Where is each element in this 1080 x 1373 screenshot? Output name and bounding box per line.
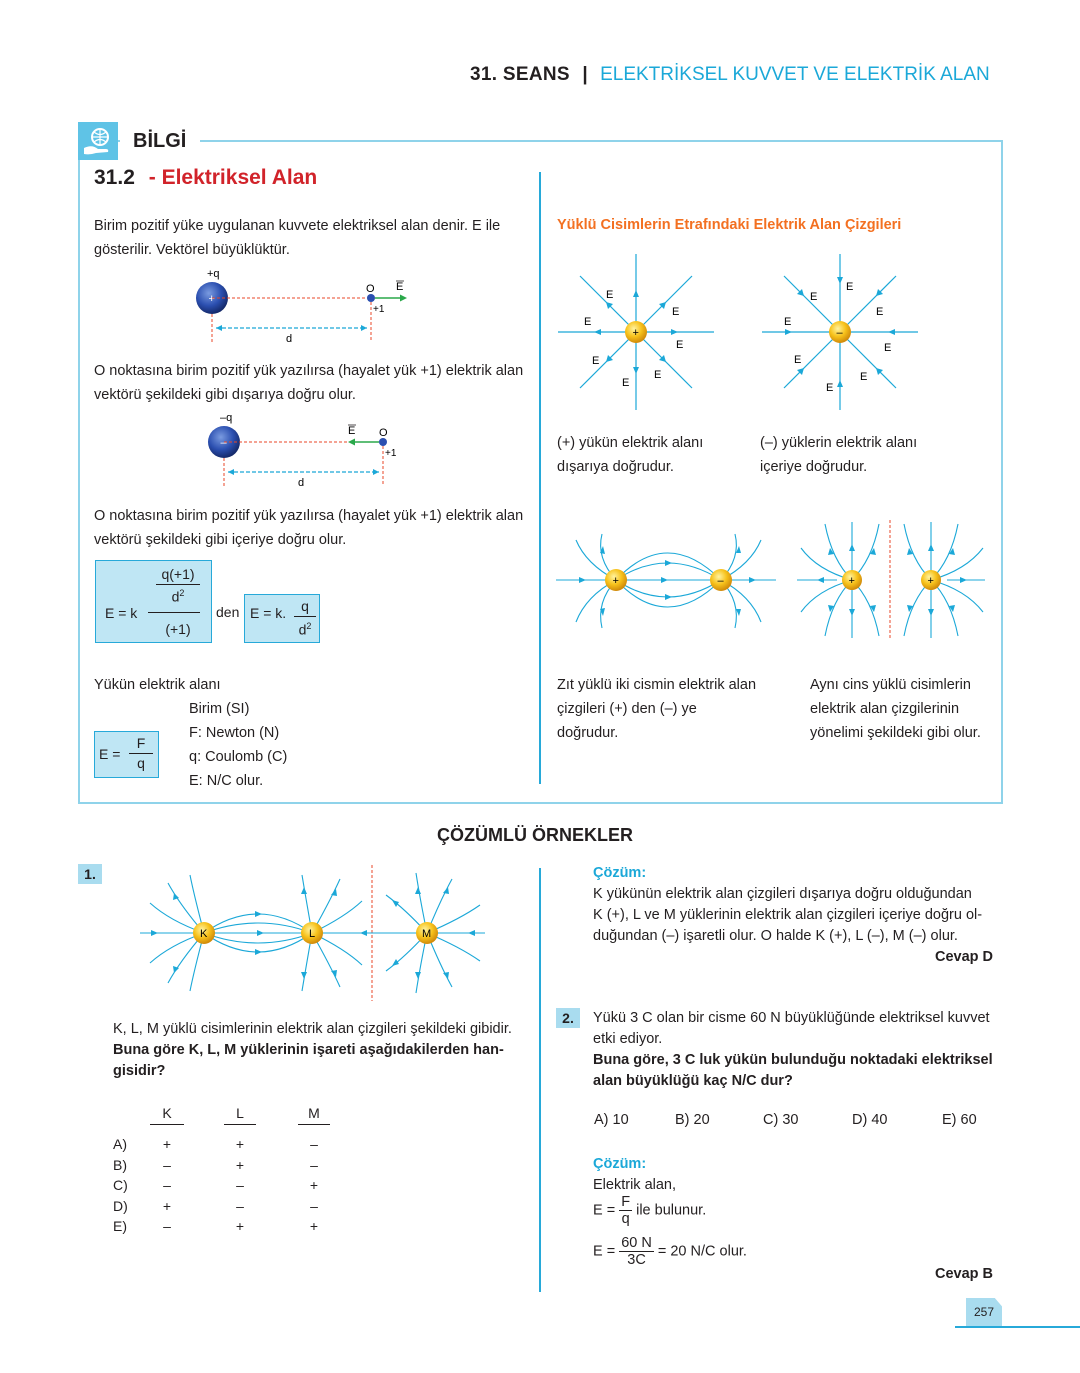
negative-caption-line-2: içeriye doğrudur. [760, 459, 868, 475]
question-2-prompt-line-2: alan büyüklüğü kaç N/C dur? [593, 1073, 793, 1089]
formula-denominator: (+1) [165, 621, 191, 637]
field-label: E [826, 382, 834, 394]
intro-line-1: Birim pozitif yüke uygulanan kuvvete elektriksel alan denir. E ile [94, 218, 501, 234]
option-column-k: K [150, 1103, 184, 1124]
outward-line-2: vektörü şekildeki gibi dışarıya doğru olur. [94, 387, 356, 403]
section-heading [94, 166, 317, 190]
outward-line-1: O noktasına birim pozitif yük yazılırsa (hayalet yük +1) elektrik alan [94, 363, 524, 379]
option-value: + [235, 1156, 245, 1173]
negative-caption [760, 431, 917, 479]
question-2-text [593, 1008, 995, 1092]
opposite-caption-line: Zıt yüklü iki cismin elektrik alan [557, 677, 757, 693]
charge-sign: – [717, 575, 724, 587]
option-label: D) [113, 1197, 128, 1214]
option-value: – [163, 1218, 171, 1235]
formula-denominator: q [137, 755, 145, 771]
opposite-caption-line: doğrudur. [557, 725, 619, 741]
distance-label: d [286, 333, 293, 345]
formula-lhs: E = [593, 1243, 616, 1260]
field-label: E [654, 369, 662, 381]
field-label: E [884, 342, 892, 354]
formula-fraction [619, 1194, 632, 1227]
ghost-charge-label: +1 [385, 448, 397, 459]
field-label: E [810, 291, 818, 303]
test-point [379, 438, 387, 446]
charge-k-label: K [200, 928, 208, 940]
like-caption [810, 673, 981, 745]
field-label: E [860, 371, 868, 383]
formula-numerator: q [294, 597, 316, 617]
header-separator: | [582, 64, 588, 85]
charge-sign: – [220, 437, 227, 449]
field-label: E [784, 316, 792, 328]
field-label: E [846, 281, 854, 293]
question-number-2: 2. [556, 1008, 580, 1028]
charge-m-label: M [422, 928, 432, 940]
opposite-caption [557, 673, 756, 745]
formula-numerator: F [621, 1194, 631, 1210]
field-label: E [676, 339, 684, 351]
option-value: – [310, 1136, 318, 1153]
charge-label: +q [207, 268, 220, 280]
point-label: O [379, 427, 388, 439]
positive-caption-line-2: dışarıya doğrudur. [557, 459, 674, 475]
question-2-stem-line-2: etki ediyor. [593, 1031, 663, 1047]
option-value: – [163, 1177, 171, 1194]
formula-denominator: q [621, 1211, 630, 1227]
formula-distance: d [171, 588, 180, 605]
formula-rhs: = 20 N/C olur. [657, 1243, 747, 1260]
option-value: + [235, 1218, 245, 1235]
field-formula-derivation [95, 560, 212, 643]
section-dash: - [148, 166, 156, 189]
session-number: 31. SEANS [470, 64, 570, 85]
field-label: E [584, 316, 592, 328]
option-column-m: M [298, 1103, 330, 1124]
solution-formula-2 [593, 1235, 747, 1268]
solution-line: K (+), L ve M yüklerinin elektrik alan çizgileri içeriye doğru ol- [593, 907, 983, 923]
unit-list [189, 697, 287, 793]
question-1-stem: K, L, M yüklü cisimlerinin elektrik alan çizgileri şekildeki gibidir. [113, 1021, 512, 1037]
footer-line [955, 1326, 1080, 1328]
field-definition-formula [94, 731, 159, 778]
intro-line-2: gösterilir. Vektörel büyüklüktür. [94, 242, 290, 258]
solution-line: duğundan (–) işaretli olur. O halde K (+), L (–), M (–) olur. [593, 928, 958, 944]
formula-numerator: F [129, 734, 153, 754]
question-1-solution [593, 863, 993, 968]
vector-label: E [396, 281, 404, 293]
option-label: B) [113, 1156, 127, 1173]
option-value: – [310, 1156, 318, 1173]
inward-line-2: vektörü şekildeki gibi içeriye doğru olur. [94, 532, 347, 548]
positive-charge-field-diagram [190, 262, 420, 352]
like-caption-line: Aynı cins yüklü cisimlerin [810, 677, 971, 693]
like-caption-line: elektrik alan çizgilerinin [810, 701, 960, 717]
unit-item: F: Newton (N) [189, 725, 280, 741]
question-1-text [113, 1019, 533, 1082]
option-value: + [162, 1136, 172, 1153]
section-number: 31.2 [94, 166, 135, 189]
charge-l-label: L [309, 928, 316, 940]
charge-sign: + [927, 575, 934, 587]
unit-item: Birim (SI) [189, 701, 250, 717]
positive-caption [557, 431, 703, 479]
option-d[interactable]: D) 40 [852, 1112, 888, 1128]
charge-label: –q [220, 412, 233, 424]
page-header [470, 64, 1030, 86]
option-value: + [309, 1177, 319, 1194]
option-value: – [236, 1197, 244, 1214]
formula-exponent: 2 [179, 588, 185, 598]
negative-charge-field-diagram [200, 408, 410, 493]
option-label: C) [113, 1177, 128, 1194]
field-label: E [876, 306, 884, 318]
formula-rhs: ile bulunur. [636, 1202, 707, 1219]
vector-label: E [348, 425, 356, 437]
field-label: E [622, 377, 630, 389]
option-e[interactable] [113, 1216, 330, 1237]
formula-fraction [619, 1235, 654, 1268]
info-column-divider [539, 172, 541, 784]
opposite-charges-field-lines [556, 528, 778, 634]
option-d[interactable] [113, 1196, 330, 1217]
distance-label: d [298, 477, 305, 489]
option-b[interactable] [113, 1155, 330, 1176]
option-value: – [310, 1197, 318, 1214]
formula-numerator: 60 N [621, 1235, 652, 1251]
charge-sign: + [632, 327, 639, 339]
unit-item: E: N/C olur. [189, 773, 264, 789]
answer-label: Cevap B [934, 1266, 993, 1282]
ghost-charge-label: +1 [373, 304, 385, 315]
formula-denominator: 3C [627, 1252, 646, 1268]
examples-column-divider [539, 868, 541, 1292]
formula-lhs: E = k [105, 605, 138, 621]
option-b[interactable]: B) 20 [675, 1112, 710, 1128]
option-label: E) [113, 1218, 127, 1235]
positive-charge-field-lines [556, 252, 716, 412]
option-value: + [162, 1197, 172, 1214]
charge-sign: + [612, 575, 619, 587]
option-value: + [309, 1218, 319, 1235]
question-2-prompt-line-1: Buna göre, 3 C luk yükün bulunduğu noktadaki elektriksel [593, 1052, 993, 1068]
question-1-options [113, 1103, 330, 1237]
section-title: Elektriksel Alan [161, 166, 318, 189]
inward-text [94, 504, 534, 552]
field-label: E [592, 355, 600, 367]
formula-exponent: 2 [306, 621, 312, 631]
formula-numerator-top: q(+1) [161, 566, 195, 582]
klm-field-lines-diagram [140, 865, 490, 1001]
question-2-stem-line-1: Yükü 3 C olan bir cisme 60 N büyüklüğünde elektriksel kuvvet [593, 1010, 990, 1026]
field-lines-title: Yüklü Cisimlerin Etrafındaki Elektrik Alan Çizgileri [557, 217, 902, 233]
like-caption-line: yönelimi şekildeki gibi olur. [810, 725, 981, 741]
answer-label: Cevap D [934, 949, 993, 965]
option-a[interactable] [113, 1134, 330, 1155]
charge-sign: – [836, 327, 843, 339]
positive-caption-line-1: (+) yükün elektrik alanı [557, 435, 704, 451]
negative-charge-field-lines [760, 252, 920, 412]
question-2-solution [593, 1154, 993, 1196]
option-column-l: L [224, 1103, 256, 1124]
question-number-1: 1. [78, 864, 102, 884]
charge-sign: + [848, 575, 855, 587]
test-point [367, 294, 375, 302]
formula-between: den [216, 604, 240, 620]
option-value: + [235, 1136, 245, 1153]
formula-lhs: E = [593, 1202, 616, 1219]
option-value: – [163, 1156, 171, 1173]
option-label: A) [113, 1136, 127, 1153]
formula-lhs: E = k. [250, 605, 287, 621]
field-label: E [794, 354, 802, 366]
unit-item: q: Coulomb (C) [189, 749, 288, 765]
formula-lhs: E = [99, 746, 121, 762]
negative-caption-line-1: (–) yüklerin elektrik alanı [760, 435, 918, 451]
formula-distance: d [298, 621, 307, 638]
field-label: E [606, 289, 614, 301]
solution-label: Çözüm: [593, 1156, 647, 1172]
like-charges-field-lines [797, 520, 987, 640]
page-number: 257 [973, 1305, 995, 1319]
option-e[interactable]: E) 60 [942, 1112, 977, 1128]
charge-sign: + [208, 293, 215, 305]
examples-title: ÇÖZÜMLÜ ÖRNEKLER [437, 825, 633, 845]
solution-line: K yükünün elektrik alan çizgileri dışarıya doğru olduğundan [593, 886, 972, 902]
point-label: O [366, 283, 375, 295]
question-1-prompt-line-2: gisidir? [113, 1063, 166, 1079]
solution-line: Elektrik alan, [593, 1177, 677, 1193]
solution-label: Çözüm: [593, 865, 647, 881]
option-c[interactable] [113, 1175, 330, 1196]
opposite-caption-line: çizgileri (+) den (–) ye [557, 701, 697, 717]
option-c[interactable]: C) 30 [763, 1112, 799, 1128]
bilgi-label: BİLGİ [133, 130, 187, 152]
outward-text [94, 359, 534, 407]
inward-line-1: O noktasına birim pozitif yük yazılırsa (hayalet yük +1) elektrik alan [94, 508, 524, 524]
unit-heading: Yükün elektrik alanı [94, 677, 221, 693]
chapter-title: ELEKTRİKSEL KUVVET VE ELEKTRİK ALAN [600, 64, 990, 85]
option-a[interactable]: A) 10 [594, 1112, 629, 1128]
option-value: – [236, 1177, 244, 1194]
bilgi-icon [78, 122, 118, 160]
intro-text [94, 214, 534, 262]
field-label: E [672, 306, 680, 318]
solution-formula-1 [593, 1194, 706, 1227]
field-formula-result [244, 594, 320, 643]
question-1-prompt-line-1: Buna göre K, L, M yüklerinin işareti aşağıdakilerden han- [113, 1042, 504, 1058]
